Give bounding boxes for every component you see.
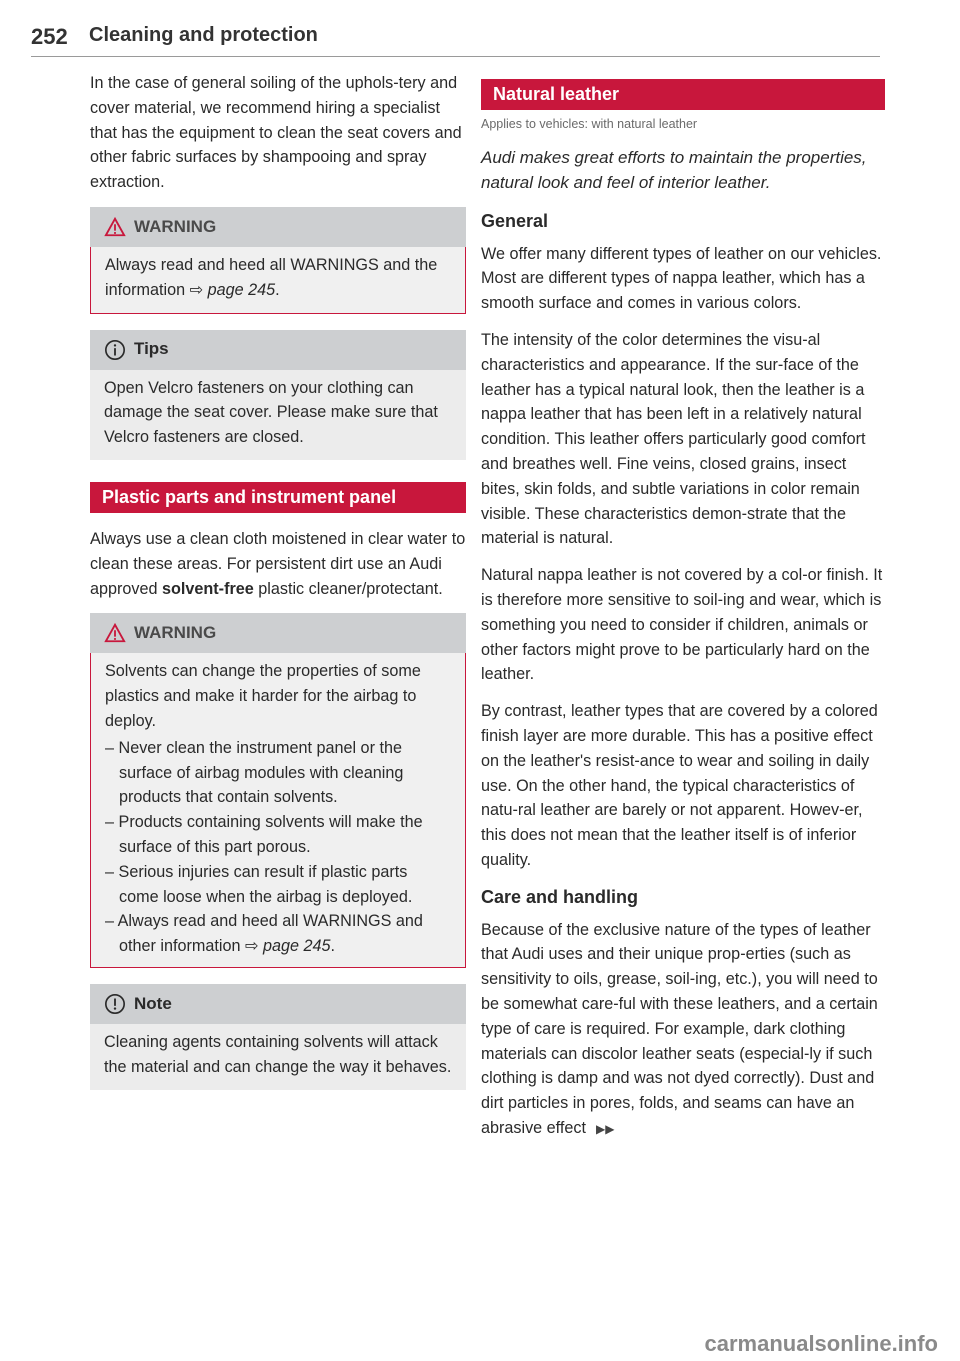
note-title: Note xyxy=(134,993,172,1013)
list-item: – Always read and heed all WARNINGS and other information ⇨ page 245. xyxy=(105,909,451,959)
warning-title: WARNING xyxy=(134,216,217,236)
tips-text: Open Velcro fasteners on your clothing can damage the seat cover. Please make sure that Velcro fasteners are closed. xyxy=(104,378,438,447)
page-reference-link[interactable]: ⇨ page 245 xyxy=(244,937,331,956)
care-heading: Care and handling xyxy=(481,886,639,907)
warning-header xyxy=(90,207,466,247)
general-heading: General xyxy=(481,210,549,231)
tips-title: Tips xyxy=(134,339,169,359)
warning-title: WARNING xyxy=(134,622,217,642)
warning-triangle-icon xyxy=(104,622,126,644)
page-reference-link[interactable]: ⇨ page 245 xyxy=(189,280,276,299)
note-body xyxy=(90,1024,466,1090)
natural-leather-section-title: Natural leather xyxy=(481,79,885,110)
warning-header xyxy=(90,613,466,653)
warning-box xyxy=(90,207,466,314)
warning-triangle-icon xyxy=(104,216,126,238)
note-header xyxy=(90,984,466,1024)
exclamation-circle-icon xyxy=(104,993,126,1015)
page-header xyxy=(31,22,880,57)
warning-list xyxy=(105,736,451,959)
section-title: Cleaning and protection xyxy=(89,24,318,46)
general-paragraph: The intensity of the color determines the visu-al characteristics and appearance. If the sur-face of the leather has a typical natural look, then the leather is a nappa leather that has been left in a relatively natural condition. This leather offers particularly good comfort and breathes well. Fine veins, closed grains, insect bites, skin folds, and subtle variations in color remain visible. These characteristics demon-strate that the material is natural. xyxy=(481,330,866,548)
care-paragraph: Because of the exclusive nature of the types of leather that Audi uses and their unique prop-erties (such as sensitivity to oils, grease, soil-ing, etc.), you will need to be somewhat care-ful with these leathers, and a certain type of care is required. For example, dark clothing materials can discolor leather seats (especial-ly if such clothing is damp and was not dyed correctly). Dust and dirt particles in pores, folds, and seams can have an abrasive effect ▶▶ xyxy=(481,920,878,1137)
info-icon xyxy=(104,339,126,361)
warning-body xyxy=(90,653,466,968)
plastic-section-title: Plastic parts and instrument panel xyxy=(90,482,466,513)
warning-body: Always read and heed all WARNINGS and the information ⇨ page 245. xyxy=(90,247,466,314)
list-item: – Products containing solvents will make the surface of this part porous. xyxy=(105,810,451,860)
applies-to-note: Applies to vehicles: with natural leather xyxy=(481,117,698,131)
left-column xyxy=(90,71,466,1106)
warning-text: Always read and heed all WARNINGS and the information xyxy=(105,255,438,299)
plastic-paragraph: Always use a clean cloth moistened in clear water to clean these areas. For persistent dirt use an Audi approved solvent-free plastic cleaner/protectant. xyxy=(90,529,466,598)
note-text: Cleaning agents containing solvents will attack the material and can change the way it behaves. xyxy=(104,1032,452,1076)
list-item: – Never clean the instrument panel or the surface of airbag modules with cleaning products that contain solvents. xyxy=(105,736,451,810)
watermark: carmanualsonline.info xyxy=(704,1331,938,1356)
warning-text: Solvents can change the properties of some plastics and make it harder for the airbag to deploy. xyxy=(105,662,421,730)
warning-box-plastic xyxy=(90,613,466,968)
list-item: – Serious injuries can result if plastic parts come loose when the airbag is deployed. xyxy=(105,860,451,910)
general-paragraph: Natural nappa leather is not covered by a col-or finish. It is therefore more sensitive to soil-ing and wear, which is something you need to consider if children, animals or other factors might prove to be particularly hard on the leather. xyxy=(481,566,883,684)
right-column xyxy=(481,79,885,1154)
page-number: 252 xyxy=(31,24,68,49)
tips-box xyxy=(90,330,466,460)
general-paragraph: We offer many different types of leather on our vehicles. Most are different types of nappa leather, which has a smooth surface and comes in various colors. xyxy=(481,244,882,313)
note-box xyxy=(90,984,466,1090)
tips-body xyxy=(90,370,466,460)
intro-paragraph: In the case of general soiling of the uphols-tery and cover material, we recommend hiring a specialist that has the equipment to clean the seat covers and other fabric surfaces by shampooing and spray extraction. xyxy=(90,74,462,192)
general-paragraph: By contrast, leather types that are covered by a colored finish layer are more durable. This has a positive effect on the leather's resist-ance to wear and soiling in daily use. On the other hand, the typical characteristics of natu-ral leather are barely or not apparent. Howev-er, this does not mean that the leather itself is of inferior quality. xyxy=(481,702,878,869)
tips-header xyxy=(90,330,466,370)
continue-arrow-icon: ▶▶ xyxy=(595,1121,615,1136)
leather-intro: Audi makes great efforts to maintain the properties, natural look and feel of interior leather. xyxy=(481,147,867,192)
